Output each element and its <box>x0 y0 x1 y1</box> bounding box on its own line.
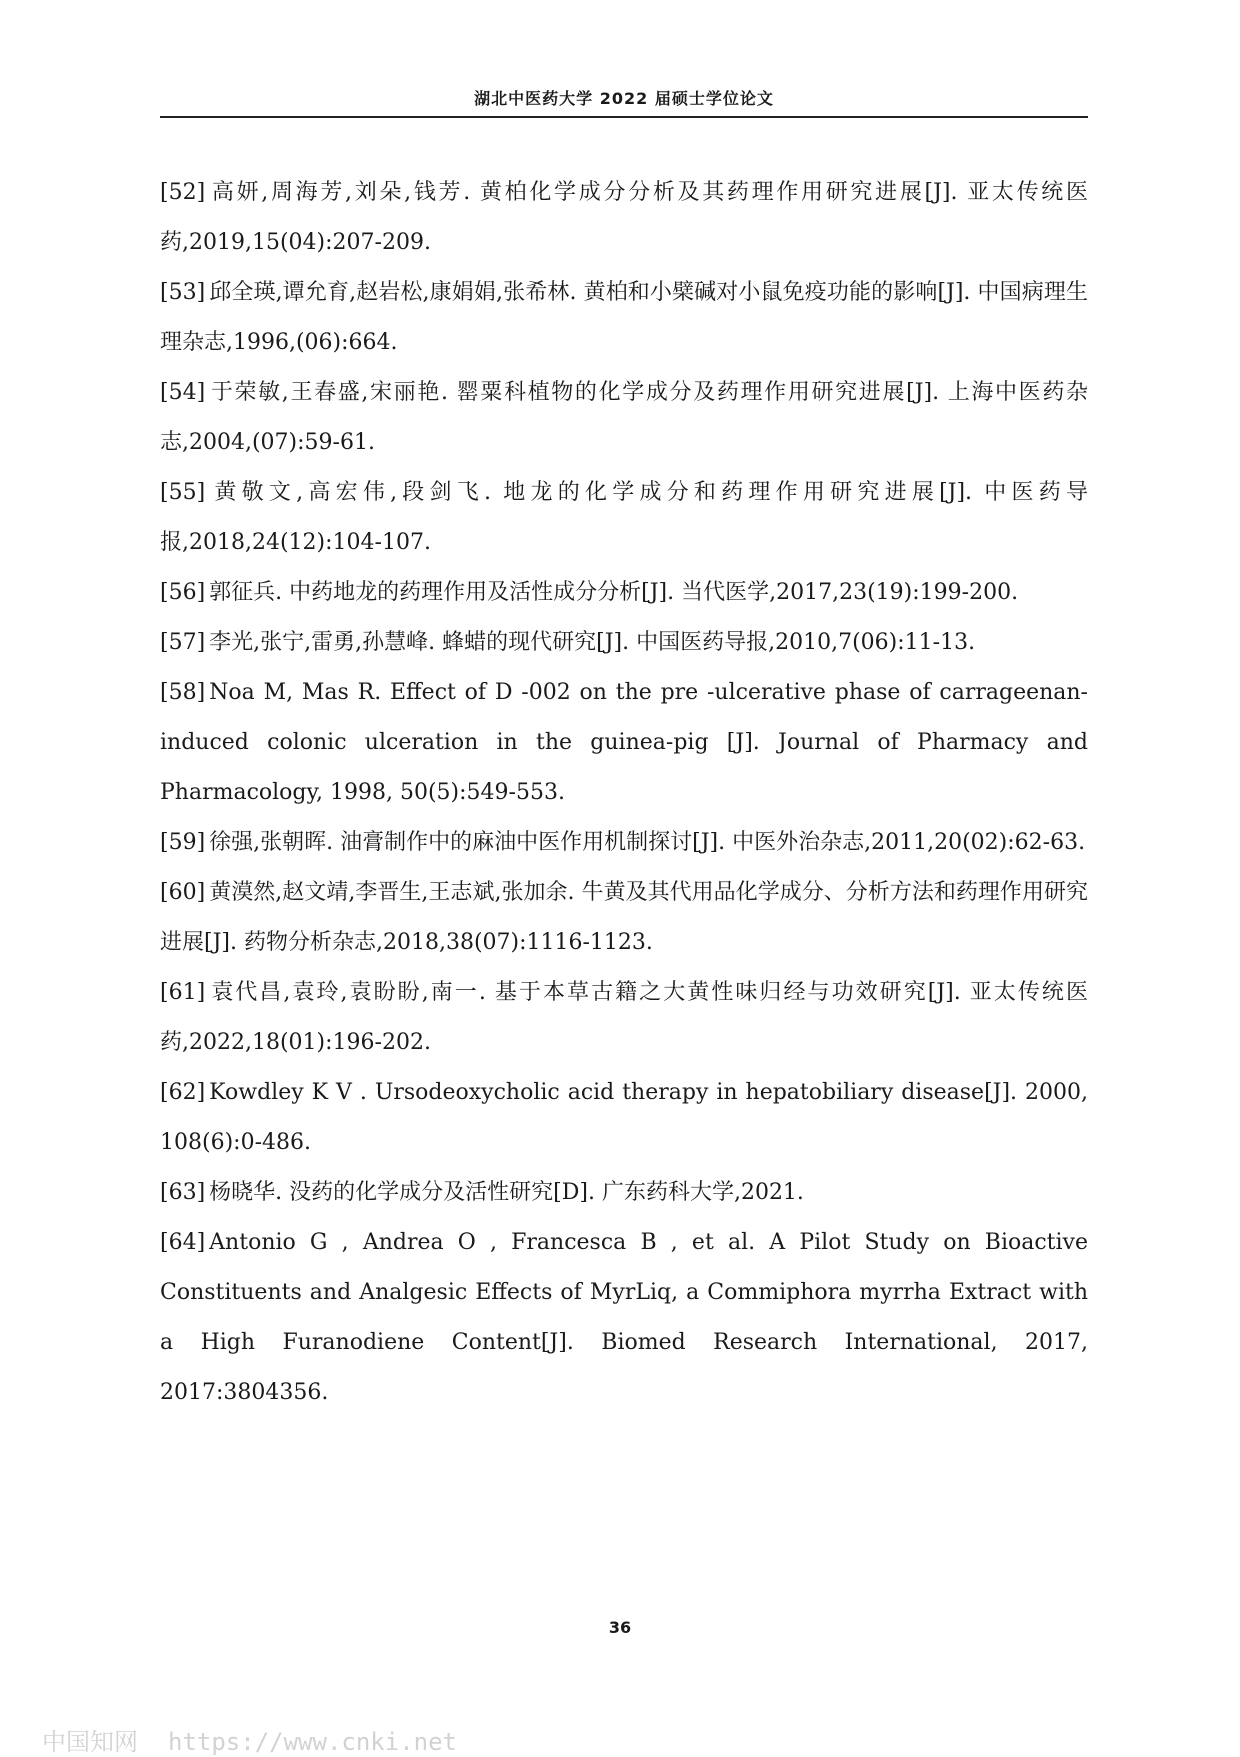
reference-item <box>160 868 1088 968</box>
reference-number: [58] <box>160 680 206 705</box>
watermark-brand: 中国知网 <box>42 1728 138 1756</box>
reference-text: 郭征兵. 中药地龙的药理作用及活性成分分析[J]. 当代医学,2017,23(19):199-200. <box>209 580 1019 605</box>
reference-number: [54] <box>160 380 206 405</box>
reference-text: Kowdley K V . Ursodeoxycholic acid therapy in hepatobiliary disease[J]. 2000, 108(6):0-486. <box>160 1080 1088 1155</box>
watermark <box>42 1722 457 1757</box>
reference-item <box>160 818 1088 868</box>
reference-item <box>160 568 1088 618</box>
reference-item <box>160 268 1088 368</box>
reference-number: [64] <box>160 1230 206 1255</box>
reference-item <box>160 1168 1088 1218</box>
reference-item <box>160 618 1088 668</box>
reference-number: [56] <box>160 580 206 605</box>
reference-text: 黄漠然,赵文靖,李晋生,王志斌,张加余. 牛黄及其代用品化学成分、分析方法和药理作用研究进展[J]. 药物分析杂志,2018,38(07):1116-1123. <box>160 880 1088 955</box>
page-number: 36 <box>608 1618 632 1637</box>
reference-text: 徐强,张朝晖. 油膏制作中的麻油中医作用机制探讨[J]. 中医外治杂志,2011,20(02):62-63. <box>209 830 1086 855</box>
reference-text: 杨晓华. 没药的化学成分及活性研究[D]. 广东药科大学,2021. <box>209 1180 804 1205</box>
reference-item <box>160 1218 1088 1418</box>
reference-number: [55] <box>160 480 206 505</box>
reference-number: [52] <box>160 180 206 205</box>
watermark-url: https://www.cnki.net <box>168 1728 457 1756</box>
reference-number: [63] <box>160 1180 206 1205</box>
reference-number: [60] <box>160 880 206 905</box>
reference-number: [61] <box>160 980 206 1005</box>
reference-text: 李光,张宁,雷勇,孙慧峰. 蜂蜡的现代研究[J]. 中国医药导报,2010,7(06):11-13. <box>209 630 976 655</box>
reference-text: 袁代昌,袁玲,袁盼盼,南一. 基于本草古籍之大黄性味归经与功效研究[J]. 亚太传统医药,2022,18(01):196-202. <box>160 980 1088 1055</box>
reference-item <box>160 468 1088 568</box>
reference-text: 于荣敏,王春盛,宋丽艳. 罂粟科植物的化学成分及药理作用研究进展[J]. 上海中医药杂志,2004,(07):59-61. <box>160 380 1088 455</box>
reference-text: Noa M, Mas R. Effect of D -002 on the pre -ulcerative phase of carrageenan-induced colonic ulceration in the guinea-pig [J]. Journal of Pharmacy and Pharmacology, 1998, 50(5):549-553. <box>160 680 1088 805</box>
reference-number: [53] <box>160 280 206 305</box>
reference-item <box>160 1068 1088 1168</box>
reference-number: [59] <box>160 830 206 855</box>
reference-item <box>160 968 1088 1068</box>
reference-text: Antonio G , Andrea O , Francesca B , et al. A Pilot Study on Bioactive Constituents and Analgesic Effects of MyrLiq, a Commiphora myrrha Extract with a High Furanodiene Content[J]. Biomed Research International, 2017, 2017:3804356. <box>160 1230 1088 1405</box>
page-header <box>160 86 1088 118</box>
reference-text: 邱全瑛,谭允育,赵岩松,康娟娟,张希林. 黄柏和小檗碱对小鼠免疫功能的影响[J]. 中国病理生理杂志,1996,(06):664. <box>160 280 1088 355</box>
reference-text: 黄敬文,高宏伟,段剑飞. 地龙的化学成分和药理作用研究进展[J]. 中医药导报,2018,24(12):104-107. <box>160 480 1088 555</box>
reference-number: [62] <box>160 1080 206 1105</box>
reference-item <box>160 668 1088 818</box>
reference-item <box>160 368 1088 468</box>
reference-number: [57] <box>160 630 206 655</box>
reference-text: 高妍,周海芳,刘朵,钱芳. 黄柏化学成分分析及其药理作用研究进展[J]. 亚太传统医药,2019,15(04):207-209. <box>160 180 1088 255</box>
header-title: 湖北中医药大学 2022 届硕士学位论文 <box>474 89 774 108</box>
reference-list <box>160 168 1088 1418</box>
reference-item <box>160 168 1088 268</box>
